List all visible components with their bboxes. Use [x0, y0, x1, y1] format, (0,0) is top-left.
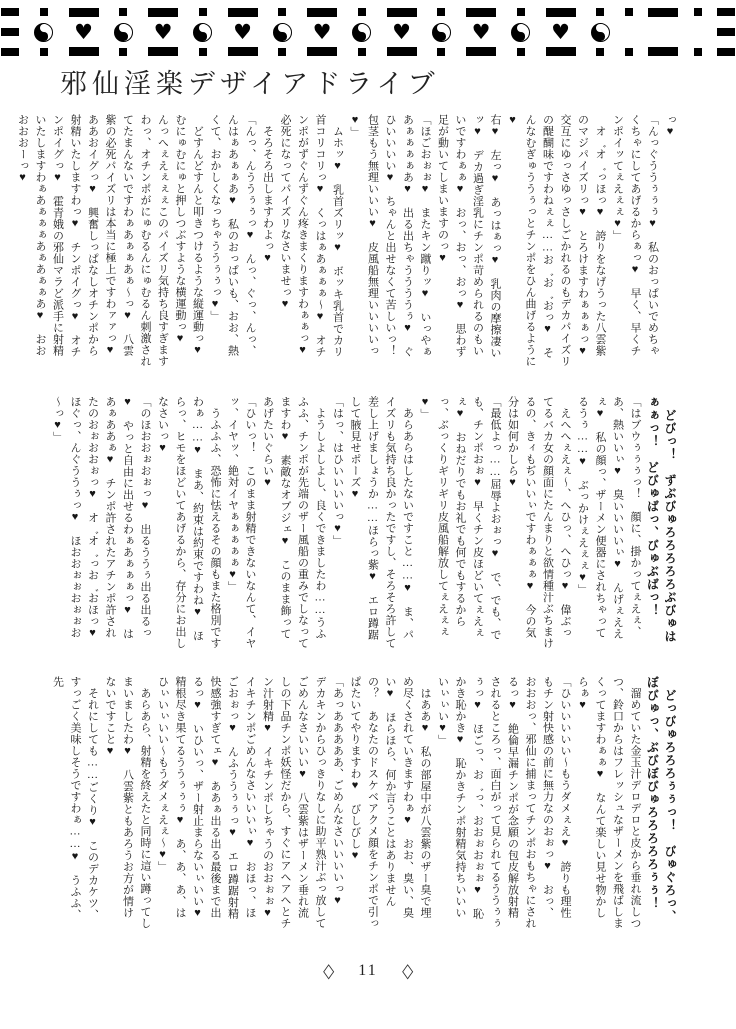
heart-icon: ♥	[392, 19, 411, 44]
border-bar	[228, 47, 258, 56]
border-spacer	[628, 23, 630, 41]
sfx-paragraph: どびっ！ ずぶびゅろろろろろぶびゅはぁぁっ！ どびゅばっ、びゅぶばっ！	[645, 396, 677, 643]
paragraph: あらあらはしたないですこと……♥ ま、パイズリも気持ち良かったですし、そろそろ許して差し上げましょうか……ほらっ紫♥ エロ蹲踞して腋見せポーズ♥	[349, 396, 414, 649]
page-footer	[0, 958, 736, 983]
heart-icon: ♥	[471, 19, 491, 44]
border-dot	[119, 48, 127, 56]
border-bar	[148, 8, 178, 17]
border-dot	[625, 8, 633, 16]
border-edge-bars	[1, 8, 19, 56]
border-bar	[69, 47, 99, 56]
border-unit	[591, 8, 610, 56]
border-dot	[40, 48, 48, 56]
paragraph: それにしても……ごくり♥ このデカケツ、すっごく美味しそうですわぁ……♥ うふふ、先	[51, 676, 99, 921]
border-dot	[625, 48, 633, 56]
yin-yang-icon	[114, 23, 133, 42]
paragraph: そろそろ出しますわよっ♥	[261, 114, 274, 265]
paragraph: ムホッ♥ 乳首ズリッ♥ ボッキ乳首でカリ首コリコリっ♥ くっはぁあぁぁぁ～♥ オチンポがずぐんずぐん疼きまくりますわぁぁっ♥ 必死になってパイズリなさいませっ♥	[279, 114, 344, 368]
paragraph: 「ほごおぉぉ♥ またキン蹴りッ♥ いっやぁあぁぁぁぁあ♥ 出る出ちゃううううぅ♥ ぐひいいいい♥ ちゃんと出せなくて苦しいっ！ 包茎もう無理いいい♥ 皮風船無理いいいいっ♥」	[349, 114, 431, 368]
paragraph: 「はブウぅぅぅっ！ 顔に、掛かってぇえぇ、あ、熱いいぃ♥ 臭いいいいぃ♥ んげぇええぇ♥ 私の顔っ、ザーメン便器にされちゃってるうぅ……♥ ぶっかけぇえぇぇ♥」	[576, 396, 641, 640]
border-dot	[517, 8, 525, 16]
border-bar	[466, 47, 496, 56]
border-bar	[387, 47, 417, 56]
paragraph: 「最低よっ……屈辱よおぉっ♥ で、でも、でも、チンポおぉ♥ 早くチン皮ほどいてぇえぇぇ♥ おねだりでもお礼でも何でもするからっ、ぶっくりギリギリ皮風船解放してぇえぇぇ♥」	[419, 396, 501, 641]
text-block-3	[48, 676, 678, 929]
paragraph: 「ひいっ！ このまま射精できないなんて、イヤッ、イヤッ、絶対イヤぁぁぁぁぁ♥」	[226, 396, 256, 649]
paragraph: 「のほおおぉおぉっ♥ 出るううぅ出る出るっ♥ やっと自由に出せるわぁあぁぁぁっ♥ はあぁああぁ♥ チンポ許されたアチンポ許されたのおぉおおぉっ♥ オ゛オ゛っお゛おほっ♥ ほぐっ、んぐううぅっ♥ ほおおぉぉおぉぉお～っ♥」	[51, 396, 151, 651]
paragraph: ようしよしよし、良くできましたわ……うふふふ、チンポが先端のザー風船の重みでしなってますわ♥ 素敵なオブジェ♥ このまま飾ってあげたいぐらい♥	[261, 396, 326, 649]
page-title: 邪仙淫楽デザイアドライブ	[60, 69, 440, 100]
border-dot	[437, 48, 445, 56]
border-bar	[546, 8, 576, 17]
border-dot	[358, 8, 366, 16]
paragraph: はああ♥ 私の部屋中が八雲紫のザー臭で埋め尽くされていきますわぁ♥ おお、臭い、臭い♥ ほらほら、何か言うことはありませんの？ あなたのドスケベアクメ顔をチンポで引っぱたいてやりますわ♥ びしびし♥	[349, 676, 431, 929]
border-unit	[511, 8, 530, 56]
border-dot	[596, 8, 604, 16]
paragraph: っ♥	[664, 114, 676, 138]
border-unit	[228, 8, 258, 56]
border-unit	[648, 8, 678, 56]
border-dot	[119, 8, 127, 16]
paragraph: 「あっあああああ、ごめんなさいいいいっ♥ デカキンからひっきりなしに助平熟汁ぶっ放してごめんなさいいい♥ 八雲紫はザーメン垂れ流しの下品チンポ妖怪だから、すぐにアヘアヘとチン汁射精♥ イキチンポしちゃうのおおぉぉ♥ イキチンポごめんなさいいいぃ♥ おほっ、ほごおぉっ♥ んふううぅぅっ♥ エロ蹲踞射精快感強すぎてェ♥ ああぁ出る出る最後まで出るっ♥ いひいっ、ザー射止まらないぃいい♥ 精根尽き果てるううぅぅぅ♥ あ、あ、あ、はひぃいぃいい～もうダメぇえぇ～♥」	[156, 676, 344, 931]
border-dot	[694, 48, 702, 56]
text-block-1	[13, 114, 678, 367]
yin-yang-icon	[273, 23, 292, 42]
heart-icon: ♥	[153, 19, 173, 44]
border-dot	[694, 8, 702, 16]
text-block-2	[48, 396, 678, 649]
border-edge-bars	[717, 8, 735, 56]
yin-yang-icon	[34, 23, 53, 42]
border-unit	[466, 8, 496, 56]
border-spacer	[697, 23, 699, 41]
border-bar	[228, 8, 258, 17]
yin-yang-icon	[511, 23, 530, 42]
border-dot	[437, 8, 445, 16]
yin-yang-icon	[352, 23, 371, 42]
paragraph: 右♥ 左っ♥ あっはぁっ♥ 乳肉の摩擦凄いッ♥ デカ過ぎ淫乳にチンポ苛められるのもいいですわぁぁ♥ おっ、おっ、おっ♥ 思わず足が動いてしまいますのっ♥	[436, 114, 501, 359]
paragraph: 「はっ、はひいいいいっ♥」	[331, 396, 344, 547]
border-bar	[648, 47, 678, 56]
border-unit	[148, 8, 178, 56]
border-unit	[387, 8, 417, 56]
border-dot	[40, 8, 48, 16]
border-dot	[278, 48, 286, 56]
border-dot	[596, 48, 604, 56]
border-dot	[199, 8, 207, 16]
decorative-border	[0, 8, 736, 56]
paragraph: 溜めていた金玉汁デロデロと皮から垂れ流しつつ、鈴口からはフレッシュなザーメンを飛ばしまくってますわぁぁ♥ なんて楽しい見せ物かしらぁ♥	[576, 676, 641, 929]
heart-icon: ♥	[551, 19, 570, 44]
border-bar	[307, 47, 337, 56]
paragraph: どすんどすんと叩きつけるような縦運動っ♥ むにゅむにゅと押しつぶすような横運動っ♥ んっへぇえぇぇぇこのパイズリ気持ち良すぎますわっ、オチンポがにゅむるんにゅむるん刺激されてたまんないですわぁあぁぁあぁ～っ♥ 八雲紫の必死パイズリは本当に極上ですわァァっ♥ ああおイグっ♥ 興奮しっぱなしオチンポから射精いたしますわっ♥ チンポイグっ♥ オチンポイグっ♥ 霍青娥の邪仙マラど派手に射精いたしますわぁあぁぁぁあぁあぁぁあ♥ おおおおおーっ♥	[16, 114, 204, 368]
border-unit	[69, 8, 99, 56]
border-unit	[193, 8, 212, 56]
diamond-icon-right: ◇	[401, 960, 413, 982]
border-unit	[546, 8, 576, 56]
border-unit	[34, 8, 53, 56]
border-bar	[546, 47, 576, 56]
border-unit	[273, 8, 292, 56]
paragraph: 「んっ、んううぅぅっ♥ んっ、ぐっ、んっ、んはぁあぁぁあ♥ 私のおっぱいも、おお、熱くて、おかしくなっちゃううぅぅっ♥」	[209, 114, 256, 357]
border-bar	[148, 47, 178, 56]
yin-yang-icon	[193, 23, 212, 42]
paragraph: 「ひいいいいい～もうダメぇえ♥ 誇りも理性もチン射快感の前に無力なのおぉっ♥ おっ、おおおっ、邪仙に捕まってチンポおもちゃにされるっ♥ 絶倫早漏チンポが念願の包皮解放射精されるところっ、面白がって見られてるううぅぅぅっ♥ ほごっ、お゛っ、おおぉおぉぉ♥ 恥かき恥かき♥ 恥かきチンポ射精気持ちいいいいぃぃい♥」	[436, 676, 571, 929]
paragraph: うふふふ、恐怖に怯えるその顔もまた格別ですわぁ……♥ まあ、約束は約束ですわね♥ ほらっ、ヒモをほどいてあげるから、存分にお出しなさいっ♥	[156, 396, 221, 649]
diamond-icon-left: ◇	[323, 960, 335, 982]
yin-yang-icon	[591, 23, 610, 42]
page-number: 11	[358, 962, 378, 979]
border-dot	[358, 48, 366, 56]
border-bar	[648, 8, 678, 17]
border-bar	[69, 8, 99, 17]
heart-icon: ♥	[312, 19, 332, 44]
border-spacer	[662, 23, 664, 41]
border-unit	[432, 8, 451, 56]
sfx-paragraph: どっびゅろろろぅぅっ！ びゅぐろっ、ぼびゅっ、ぶびぼびゅろろろろろぅぅ！	[645, 676, 677, 923]
border-dot	[517, 48, 525, 56]
heart-icon: ♥	[74, 19, 93, 44]
border-unit	[114, 8, 133, 56]
border-bar	[466, 8, 496, 17]
paragraph: えへへぇえぇ～、へひっ、へひっ♥ 偉ぶってるバカ女の顔面にたんまりと欲情種汁ぶちまけるの、きィもぢいいぃですわぁぁぁ♥ 今の気分は如何かしら♥	[506, 396, 571, 649]
border-dot	[199, 48, 207, 56]
border-bar	[387, 8, 417, 17]
paragraph: あらあら、射精を終えたと同時に這い蹲ってしまいましたわ♥ 八雲紫ともあろうお方が情けないですこと♥	[104, 676, 151, 929]
yin-yang-icon	[432, 23, 451, 42]
border-unit	[307, 8, 337, 56]
paragraph: 「んっぐううぅぅぅ♥ 私のおっぱいでめちゃくちゃにしてあげるからぁっ♥ 早く、早くチンポイッてぇえぇぇ♥」	[611, 114, 659, 357]
border-dot	[278, 8, 286, 16]
border-unit	[694, 8, 702, 56]
border-bar	[307, 8, 337, 17]
border-unit	[625, 8, 633, 56]
paragraph: オ゛オ゛っほっ♥ 誇りをなげうった八雲紫のマジパイズリっ♥ とろけますわぁぁぁっ♥ 交互にゆっさゆっさしごかれるのもデカパイズリの醍醐味ですわねぇぇ……お゛お゛おっ♥ そんなむぎゅううぅっとチンポをひん曲げるように♥	[506, 114, 606, 369]
heart-icon: ♥	[233, 19, 252, 44]
border-unit	[352, 8, 371, 56]
